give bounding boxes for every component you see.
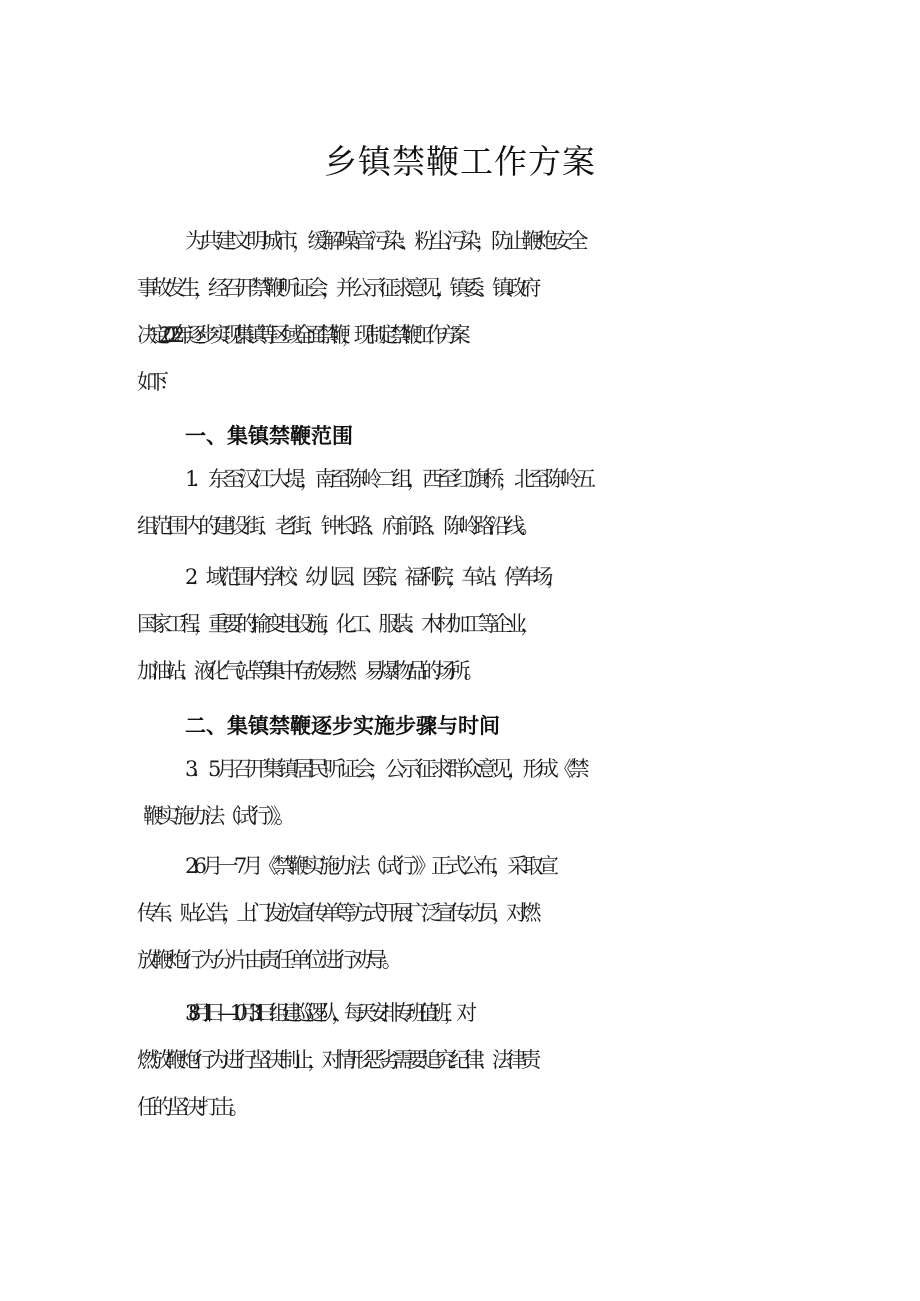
section-2-item-3-line-1: 3.8 月 1 日—10 月 31 日组建巡逻队，每天安排专班值班，对	[185, 1001, 469, 1025]
section-1-item-2-line-2: 国家工程，重要的输变电设施，化工、服装、木材加工等企业，	[137, 612, 535, 636]
section-2-item-1-line-2: 鞭实施办法（试行）》。	[143, 804, 291, 828]
section-2-item-1	[137, 746, 797, 840]
section-2-item-2-line-1: 2.6 月一 7 月《禁鞭实施办法（试行）》正式公布，采取宣	[185, 854, 554, 878]
intro-line-3: 决定 2022 年逐步实现集镇等区域全面禁鞭，现制定禁鞭工作方案	[137, 323, 462, 347]
section-1-item-1-line-2: 组范围内的建设街、老街、钟长路、府前路、陈岭路沿线。	[137, 514, 535, 538]
section-2-item-3-line-3: 任的坚决打击。	[137, 1095, 245, 1119]
intro-paragraph	[137, 218, 797, 406]
section-1-item-2-line-3: 加油站、液化气站等集中存放易燃、易爆物品的场所。	[137, 659, 478, 683]
section-2-heading: 二、集镇禁鞭逐步实施步骤与时间	[185, 714, 500, 738]
section-2-item-1-line-1: 3．5 月召开集镇居民听证会，公示征求群众意见，形成《禁	[185, 757, 584, 781]
section-1-heading: 一、集镇禁鞭范围	[185, 424, 353, 448]
section-1-item-2	[137, 554, 797, 695]
section-1-item-1-line-1: 1．东至汉江大堤，南至陈岭二组，西至红旗桥，北至陈岭五	[185, 467, 591, 491]
intro-line-2: 事故发生，经召开禁鞭听证会，并公示征求意见，镇委、镇政府	[137, 276, 535, 300]
section-1-item-1	[137, 456, 797, 550]
section-2-item-2-line-2: 传车、贴公告，上门发放宣传单等方式开展广泛宣传动员，对燃	[137, 901, 535, 925]
intro-line-1: 为共建文明城市，缓解噪音污染、粉尘污染，防止鞭炮安全	[185, 229, 583, 253]
section-2-item-2	[137, 843, 797, 984]
section-2-item-3	[137, 990, 797, 1131]
section-2-item-3-line-2: 燃放鞭炮行为进行坚决制止，对情形恶劣需要追究纪律、法律责	[137, 1048, 535, 1072]
section-2-item-2-line-3: 放鞭炮行为分片由责任单位进行劝导。	[137, 948, 398, 972]
intro-line-4: 如下：	[137, 370, 170, 394]
section-1-item-2-line-1: 2．域范围内学校、幼儿园、医院、福利院，车站、停车场，	[185, 565, 561, 589]
document-title: 乡镇禁鞭工作方案	[324, 142, 596, 181]
